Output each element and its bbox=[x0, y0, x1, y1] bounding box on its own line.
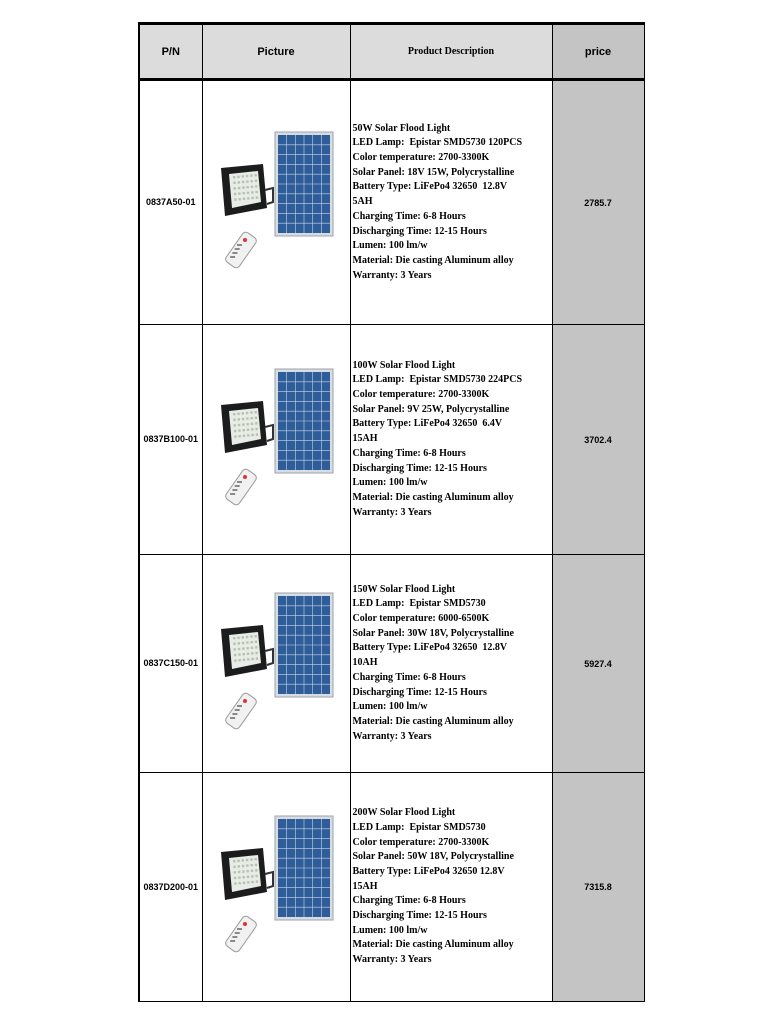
description-line: 50W Solar Flood Light bbox=[352, 122, 451, 134]
flood-light-icon bbox=[221, 625, 273, 677]
part-number: 0837D200-01 bbox=[139, 773, 202, 1002]
product-photo bbox=[211, 812, 341, 962]
description-line: Solar Panel: 18V 15W, Polycrystalline bbox=[352, 166, 515, 178]
description-line: Discharging Time: 12-15 Hours bbox=[352, 225, 487, 237]
description-line: Warranty: 3 Years bbox=[352, 730, 432, 742]
product-picture bbox=[202, 555, 350, 773]
remote-control-icon bbox=[224, 915, 258, 954]
solar-panel-icon bbox=[275, 132, 333, 236]
description-line: 200W Solar Flood Light bbox=[352, 807, 456, 819]
product-picture bbox=[202, 773, 350, 1002]
solar-panel-icon bbox=[275, 593, 333, 697]
description-line: 100W Solar Flood Light bbox=[352, 359, 456, 371]
price-value: 2785.7 bbox=[552, 80, 644, 325]
description-line: Solar Panel: 30W 18V, Polycrystalline bbox=[352, 627, 514, 639]
description-line: LED Lamp: Epistar SMD5730 224PCS bbox=[352, 374, 523, 386]
product-description bbox=[350, 773, 552, 1002]
header-product-description: Product Description bbox=[350, 24, 552, 80]
description-line: Charging Time: 6-8 Hours bbox=[352, 210, 466, 222]
product-picture bbox=[202, 325, 350, 555]
description-line: Material: Die casting Aluminum alloy bbox=[352, 491, 514, 503]
description-line: Color temperature: 2700-3300K bbox=[352, 389, 490, 401]
description-line: Lumen: 100 lm/w bbox=[352, 924, 428, 936]
flood-light-icon bbox=[221, 848, 273, 900]
product-description bbox=[350, 555, 552, 773]
product-description bbox=[350, 325, 552, 555]
description-line: Warranty: 3 Years bbox=[352, 954, 432, 966]
description-line: LED Lamp: Epistar SMD5730 120PCS bbox=[352, 137, 523, 149]
description-line: Battery Type: LiFePo4 32650 12.8V bbox=[352, 865, 505, 877]
description-line: Material: Die casting Aluminum alloy bbox=[352, 939, 514, 951]
table-row bbox=[139, 325, 644, 555]
description-line: Battery Type: LiFePo4 32650 6.4V bbox=[352, 418, 503, 430]
header-price: price bbox=[552, 24, 644, 80]
description-line: LED Lamp: Epistar SMD5730 bbox=[352, 598, 486, 610]
description-line: Material: Die casting Aluminum alloy bbox=[352, 715, 514, 727]
description-line: Lumen: 100 lm/w bbox=[352, 477, 428, 489]
price-value: 5927.4 bbox=[552, 555, 644, 773]
description-line: Warranty: 3 Years bbox=[352, 269, 432, 281]
description-line: Charging Time: 6-8 Hours bbox=[352, 895, 466, 907]
part-number: 0837B100-01 bbox=[139, 325, 202, 555]
table-header-row bbox=[139, 24, 644, 80]
product-photo bbox=[211, 365, 341, 515]
description-line: 15AH bbox=[352, 433, 378, 445]
table-row bbox=[139, 773, 644, 1002]
description-line: Lumen: 100 lm/w bbox=[352, 240, 428, 252]
description-line: Battery Type: LiFePo4 32650 12.8V bbox=[352, 181, 508, 193]
description-line: Color temperature: 2700-3300K bbox=[352, 152, 490, 164]
table-row bbox=[139, 555, 644, 773]
description-line: Charging Time: 6-8 Hours bbox=[352, 447, 466, 459]
description-line: Solar Panel: 9V 25W, Polycrystalline bbox=[352, 403, 510, 415]
description-line: Charging Time: 6-8 Hours bbox=[352, 671, 466, 683]
flood-light-icon bbox=[221, 401, 273, 453]
description-line: Discharging Time: 12-15 Hours bbox=[352, 686, 487, 698]
description-line: Material: Die casting Aluminum alloy bbox=[352, 254, 514, 266]
header-picture: Picture bbox=[202, 24, 350, 80]
product-description bbox=[350, 80, 552, 325]
description-line: LED Lamp: Epistar SMD5730 bbox=[352, 821, 486, 833]
product-price-table bbox=[138, 22, 645, 1002]
header-pn: P/N bbox=[139, 24, 202, 80]
price-value: 3702.4 bbox=[552, 325, 644, 555]
description-line: Lumen: 100 lm/w bbox=[352, 701, 428, 713]
product-photo bbox=[211, 128, 341, 278]
solar-panel-icon bbox=[275, 369, 333, 473]
part-number: 0837A50-01 bbox=[139, 80, 202, 325]
solar-panel-icon bbox=[275, 816, 333, 920]
part-number: 0837C150-01 bbox=[139, 555, 202, 773]
product-picture bbox=[202, 80, 350, 325]
description-line: Warranty: 3 Years bbox=[352, 506, 432, 518]
description-line: Solar Panel: 50W 18V, Polycrystalline bbox=[352, 851, 514, 863]
remote-control-icon bbox=[224, 230, 258, 269]
description-line: Battery Type: LiFePo4 32650 12.8V bbox=[352, 642, 508, 654]
description-line: 5AH bbox=[352, 196, 373, 208]
remote-control-icon bbox=[224, 691, 258, 730]
description-line: 150W Solar Flood Light bbox=[352, 583, 456, 595]
description-line: Color temperature: 6000-6500K bbox=[352, 613, 490, 625]
description-line: 15AH bbox=[352, 880, 378, 892]
description-line: Color temperature: 2700-3300K bbox=[352, 836, 490, 848]
description-line: Discharging Time: 12-15 Hours bbox=[352, 910, 487, 922]
table-row bbox=[139, 80, 644, 325]
price-value: 7315.8 bbox=[552, 773, 644, 1002]
description-line: 10AH bbox=[352, 657, 378, 669]
description-line: Discharging Time: 12-15 Hours bbox=[352, 462, 487, 474]
remote-control-icon bbox=[224, 467, 258, 506]
flood-light-icon bbox=[221, 164, 273, 216]
product-photo bbox=[211, 589, 341, 739]
page-edge-mark bbox=[205, 997, 235, 998]
